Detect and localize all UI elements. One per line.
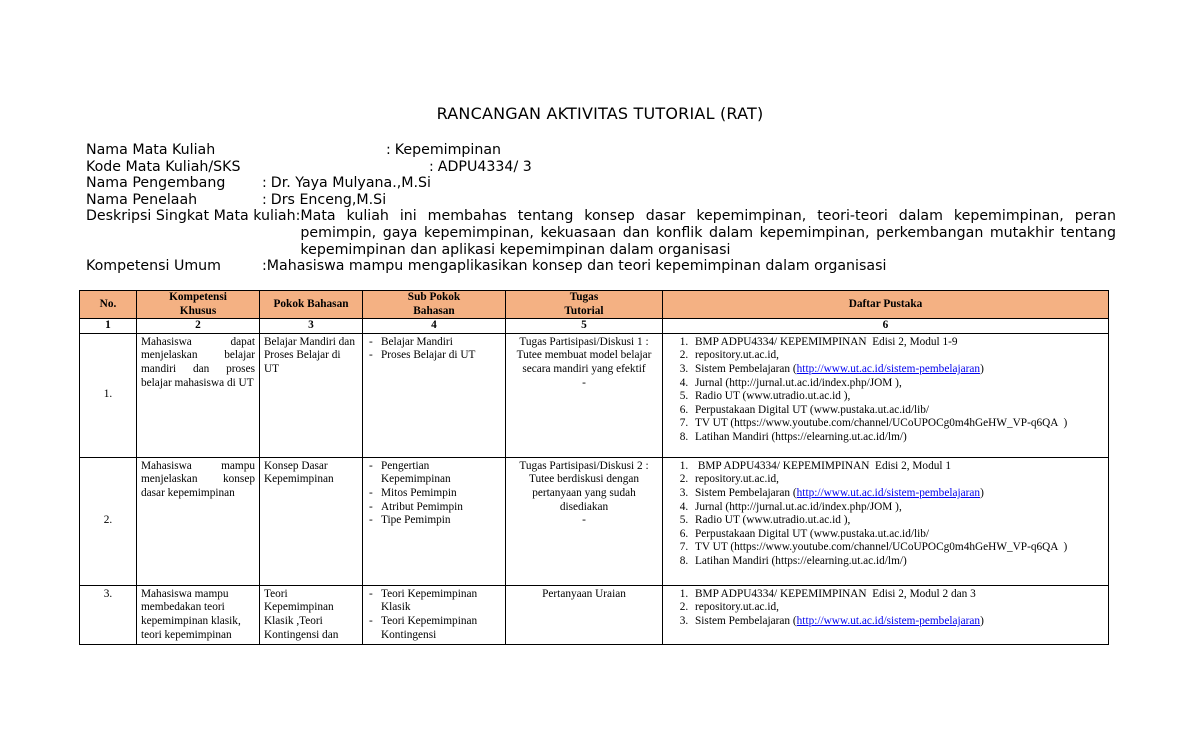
reference-text: Latihan Mandiri (https://elearning.ut.ac.id/lm/) xyxy=(695,554,907,567)
kompetensi-khusus-cell: Mahasiswa mampu membedakan teori kepemimpinan klasik, teori kepemimpinan xyxy=(137,585,260,644)
meta-value: Drs Enceng,M.Si xyxy=(270,191,387,208)
header-sub-text: Sub Pokok Bahasan xyxy=(407,291,461,317)
reference-text: BMP ADPU4334/ KEPEMIMPINAN Edisi 2, Modul 1 xyxy=(695,459,951,472)
table-row xyxy=(80,333,1109,457)
reference-text: Radio UT (www.utradio.ut.ac.id ), xyxy=(695,514,851,527)
sub-topic-item: - Teori Kepemimpinan Kontingensi xyxy=(381,615,501,642)
reference-text: Sistem Pembelajaran ( xyxy=(695,362,797,375)
reference-text: BMP ADPU4334/ KEPEMIMPINAN Edisi 2, Modul 1-9 xyxy=(695,335,958,348)
document-title: RANCANGAN AKTIVITAS TUTORIAL (RAT) xyxy=(436,104,764,123)
reference-item xyxy=(691,417,1104,431)
reference-text: Perpustakaan Digital UT (www.pustaka.ut.ac.id/lib/ xyxy=(695,403,930,416)
sub-pokok-bahasan-cell xyxy=(363,457,506,585)
reference-item xyxy=(691,473,1104,487)
pokok-bahasan-cell: Teori Kepemimpinan Klasik ,Teori Kontingensi dan xyxy=(260,585,363,644)
meta-row-kompetensi-umum xyxy=(86,258,1116,275)
header-pokok-bahasan: Pokok Bahasan xyxy=(260,291,363,319)
tugas-line: Tutee membuat model belajar secara mandiri yang efektif xyxy=(516,349,652,375)
meta-label: Nama Mata Kuliah xyxy=(86,142,216,158)
reference-item xyxy=(691,487,1104,501)
reference-text-suffix: ) xyxy=(980,362,984,375)
tugas-tutorial-cell xyxy=(506,457,663,585)
header-sub-pokok-bahasan xyxy=(363,291,506,319)
reference-text: Jurnal (http://jurnal.ut.ac.id/index.php/JOM ), xyxy=(695,500,902,513)
reference-item xyxy=(691,404,1104,418)
header-kompetensi-khusus xyxy=(137,291,260,319)
row-number: 3. xyxy=(80,585,137,644)
tugas-line: Pertanyaan Uraian xyxy=(542,587,626,600)
meta-label: Kode Mata Kuliah/SKS xyxy=(86,158,241,175)
reference-text: repository.ut.ac.id, xyxy=(695,473,779,486)
tugas-line: Tugas Partisipasi/Diskusi 2 : xyxy=(519,459,649,472)
reference-text: Sistem Pembelajaran ( xyxy=(695,614,797,627)
reference-text: Latihan Mandiri (https://elearning.ut.ac.id/lm/) xyxy=(695,430,907,443)
daftar-pustaka-cell xyxy=(663,333,1109,457)
sub-topic-list xyxy=(367,588,501,642)
kompetensi-khusus-cell: Mahasiswa dapat menjelaskan belajar mandiri dan proses belajar mahasiswa di UT xyxy=(137,333,260,457)
tugas-line: - xyxy=(582,376,586,389)
meta-row-nama-mk xyxy=(86,142,1116,159)
column-number: 3 xyxy=(260,319,363,334)
row-number: 2. xyxy=(80,457,137,585)
reference-item xyxy=(691,615,1104,629)
meta-label: Nama Pengembang xyxy=(86,175,226,192)
reference-item xyxy=(691,601,1104,615)
reference-link[interactable]: http://www.ut.ac.id/sistem-pembelajaran xyxy=(796,614,981,627)
pokok-bahasan-cell: Belajar Mandiri dan Proses Belajar di UT xyxy=(260,333,363,457)
reference-link[interactable]: http://www.ut.ac.id/sistem-pembelajaran xyxy=(796,486,981,499)
reference-text: BMP ADPU4334/ KEPEMIMPINAN Edisi 2, Modul 2 dan 3 xyxy=(695,587,976,600)
table-row xyxy=(80,457,1109,585)
column-number: 6 xyxy=(663,319,1109,334)
meta-row-penelaah xyxy=(86,192,1116,209)
course-info xyxy=(86,142,1116,275)
rat-table xyxy=(79,290,1109,645)
reference-text: Jurnal (http://jurnal.ut.ac.id/index.php/JOM ), xyxy=(695,376,902,389)
reference-item xyxy=(691,363,1104,377)
table-row xyxy=(80,585,1109,644)
reference-list xyxy=(667,588,1104,629)
reference-text-suffix: ) xyxy=(980,614,984,627)
meta-row-kode-mk xyxy=(86,159,1116,176)
meta-value: Kepemimpinan xyxy=(394,142,502,158)
reference-item xyxy=(691,377,1104,391)
reference-text: Radio UT (www.utradio.ut.ac.id ), xyxy=(695,390,851,403)
meta-value: Mata kuliah ini membahas tentang konsep dasar kepemimpinan, teori-teori dalam kepemimpinan, peran pemimpin, gaya kepemimpinan, kekuasaan dan konflik dalam kepemimpinan, perkembangan mutakhir tentang kepemimpinan dan aplikasi kepemimpinan dalam organisasi xyxy=(300,208,1116,258)
sub-topic-item: - Teori Kepemimpinan Klasik xyxy=(381,588,501,615)
tugas-line: Tutee berdiskusi dengan pertanyaan yang sudah disediakan xyxy=(528,473,640,513)
column-number: 4 xyxy=(363,319,506,334)
table-header-row xyxy=(80,291,1109,319)
header-kompetensi-text: Kompetensi Khusus xyxy=(169,291,227,317)
reference-list xyxy=(667,460,1104,569)
header-tugas-text: Tugas Tutorial xyxy=(564,291,604,317)
meta-separator: : xyxy=(262,175,267,192)
meta-separator: : xyxy=(262,191,267,208)
reference-text: Sistem Pembelajaran ( xyxy=(695,486,797,499)
column-number: 2 xyxy=(137,319,260,334)
reference-item xyxy=(691,336,1104,350)
sub-topic-list xyxy=(367,336,501,363)
meta-label: Deskripsi Singkat Mata kuliah xyxy=(86,208,296,225)
reference-list xyxy=(667,336,1104,445)
meta-value: Mahasiswa mampu mengaplikasikan konsep dan teori kepemimpinan dalam organisasi xyxy=(266,258,887,275)
header-tugas-tutorial xyxy=(506,291,663,319)
meta-separator: : xyxy=(295,208,301,225)
meta-separator: : xyxy=(262,258,267,275)
meta-label: Kompetensi Umum xyxy=(86,258,221,275)
tugas-line: - xyxy=(582,514,586,527)
meta-value: Dr. Yaya Mulyana.,M.Si xyxy=(270,175,431,192)
reference-text: TV UT (https://www.youtube.com/channel/UCoUPOCg0m4hGeHW_VP-q6QA ) xyxy=(695,417,1068,430)
header-daftar-pustaka: Daftar Pustaka xyxy=(663,291,1109,319)
meta-separator: : xyxy=(429,158,434,175)
reference-text: repository.ut.ac.id, xyxy=(695,349,779,362)
sub-topic-item: - Proses Belajar di UT xyxy=(381,349,501,363)
sub-topic-item: - Mitos Pemimpin xyxy=(381,487,501,501)
tugas-tutorial-cell xyxy=(506,585,663,644)
sub-pokok-bahasan-cell xyxy=(363,585,506,644)
meta-value: ADPU4334/ 3 xyxy=(437,158,532,175)
reference-item xyxy=(691,541,1104,555)
reference-item xyxy=(691,555,1104,569)
meta-separator: : xyxy=(386,142,391,158)
sub-topic-item: - Atribut Pemimpin xyxy=(381,501,501,515)
sub-pokok-bahasan-cell xyxy=(363,333,506,457)
reference-text: repository.ut.ac.id, xyxy=(695,601,779,614)
reference-item xyxy=(691,528,1104,542)
meta-label: Nama Penelaah xyxy=(86,191,198,208)
daftar-pustaka-cell xyxy=(663,585,1109,644)
pokok-bahasan-cell: Konsep Dasar Kepemimpinan xyxy=(260,457,363,585)
column-number: 1 xyxy=(80,319,137,334)
meta-row-pengembang xyxy=(86,175,1116,192)
sub-topic-item: - Belajar Mandiri xyxy=(381,336,501,350)
row-number: 1. xyxy=(80,333,137,457)
daftar-pustaka-cell xyxy=(663,457,1109,585)
reference-text: TV UT (https://www.youtube.com/channel/UCoUPOCg0m4hGeHW_VP-q6QA ) xyxy=(695,541,1068,554)
header-no: No. xyxy=(80,291,137,319)
reference-item xyxy=(691,501,1104,515)
reference-text-suffix: ) xyxy=(980,486,984,499)
reference-item xyxy=(691,349,1104,363)
reference-text: Perpustakaan Digital UT (www.pustaka.ut.ac.id/lib/ xyxy=(695,527,930,540)
kompetensi-khusus-cell: Mahasiswa mampu menjelaskan konsep dasar kepemimpinan xyxy=(137,457,260,585)
sub-topic-item: - Tipe Pemimpin xyxy=(381,514,501,528)
reference-item xyxy=(691,460,1104,474)
tugas-line: Tugas Partisipasi/Diskusi 1 : xyxy=(519,335,649,348)
column-number: 5 xyxy=(506,319,663,334)
reference-item xyxy=(691,514,1104,528)
reference-item xyxy=(691,390,1104,404)
sub-topic-list xyxy=(367,460,501,528)
tugas-tutorial-cell xyxy=(506,333,663,457)
column-number-row xyxy=(80,319,1109,334)
meta-row-deskripsi xyxy=(86,208,1116,258)
reference-item xyxy=(691,588,1104,602)
reference-link[interactable]: http://www.ut.ac.id/sistem-pembelajaran xyxy=(796,362,981,375)
sub-topic-item: - Pengertian Kepemimpinan xyxy=(381,460,501,487)
reference-item xyxy=(691,431,1104,445)
